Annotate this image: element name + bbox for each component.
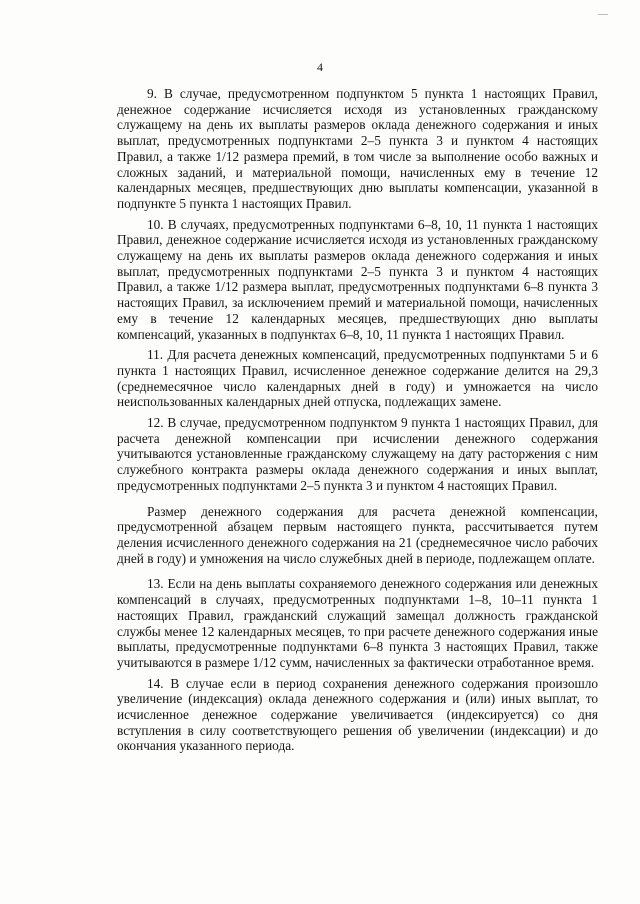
paragraph-9: 9. В случае, предусмотренном подпунктом 5 пункта 1 настоящих Правил, денежное содержание исчисляется исходя из установленных гражданскому служащему на день их выплаты размеров оклада денежного содержания и иных выплат, предусмотренных подпунктами 2–5 пункта 3 и пунктом 4 настоящих Правил, а также 1/12 размера премий, в том числе за выполнение особо важных и сложных заданий, и материальной помощи, начисленных ему в течение 12 календарных месяцев, предшествующих дню выплаты компенсации, указанной в подпункте 5 пункта 1 настоящих Правил. [117, 86, 598, 211]
scan-artifact-mark [598, 14, 608, 15]
paragraph-10: 10. В случаях, предусмотренных подпунктами 6–8, 10, 11 пункта 1 настоящих Правил, денежное содержание исчисляется исходя из установленных гражданскому служащему на день их выплаты размеров оклада денежного содержания и иных выплат, предусмотренных подпунктами 2–5 пункта 3 и пунктом 4 настоящих Правил, а также 1/12 размера выплат, предусмотренных подпунктами 6–8 пункта 3 настоящих Правил, за исключением премий и материальной помощи, начисленных ему в течение 12 календарных месяцев, предшествующих дню выплаты компенсаций, указанных в подпунктах 6–8, 10, 11 пункта 1 настоящих Правил. [117, 216, 598, 342]
paragraph-12: 12. В случае, предусмотренном подпунктом 9 пункта 1 настоящих Правил, для расчета денежной компенсации при исчислении денежного содержания учитываются установленные гражданскому служащему на дату расторжения с ним служебного контракта размеры оклада денежного содержания и иных выплат, предусмотренных подпунктами 2–5 пункта 3 и пунктом 4 настоящих Правил. [117, 415, 598, 493]
paragraph-11: 11. Для расчета денежных компенсаций, предусмотренных подпунктами 5 и 6 пункта 1 настоящих Правил, исчисленное денежное содержание делится на 29,3 (среднемесячное число календарных дней в году) и умножается на число неиспользованных календарных дней отпуска, подлежащих замене. [117, 347, 598, 410]
paragraph-13: 13. Если на день выплаты сохраняемого денежного содержания или денежных компенсаций в случаях, предусмотренных подпунктами 1–8, 10–11 пункта 1 настоящих Правил, гражданский служащий замещал должность гражданской службы менее 12 календарных месяцев, то при расчете денежного содержания иные выплаты, предусмотренные подпунктами 6–8 пункта 3 настоящих Правил, также учитываются в размере 1/12 сумм, начисленных за фактически отработанное время. [117, 576, 598, 670]
page-number: 4 [317, 60, 323, 74]
paragraph-14: 14. В случае если в период сохранения денежного содержания произошло увеличение (индексация) оклада денежного содержания и (или) иных выплат, то исчисленное денежное содержание увеличивается (индексируется) со дня вступления в силу соответствующего решения об увеличении (индексации) и до окончания указанного периода. [117, 675, 598, 754]
paragraph-12-subparagraph: Размер денежного содержания для расчета денежной компенсации, предусмотренной абзацем первым настоящего пункта, рассчитывается путем деления исчисленного денежного содержания на 21 (среднемесячное число рабочих дней в году) и умножения на число служебных дней в периоде, подлежащем оплате. [117, 503, 598, 566]
document-body [117, 86, 598, 754]
